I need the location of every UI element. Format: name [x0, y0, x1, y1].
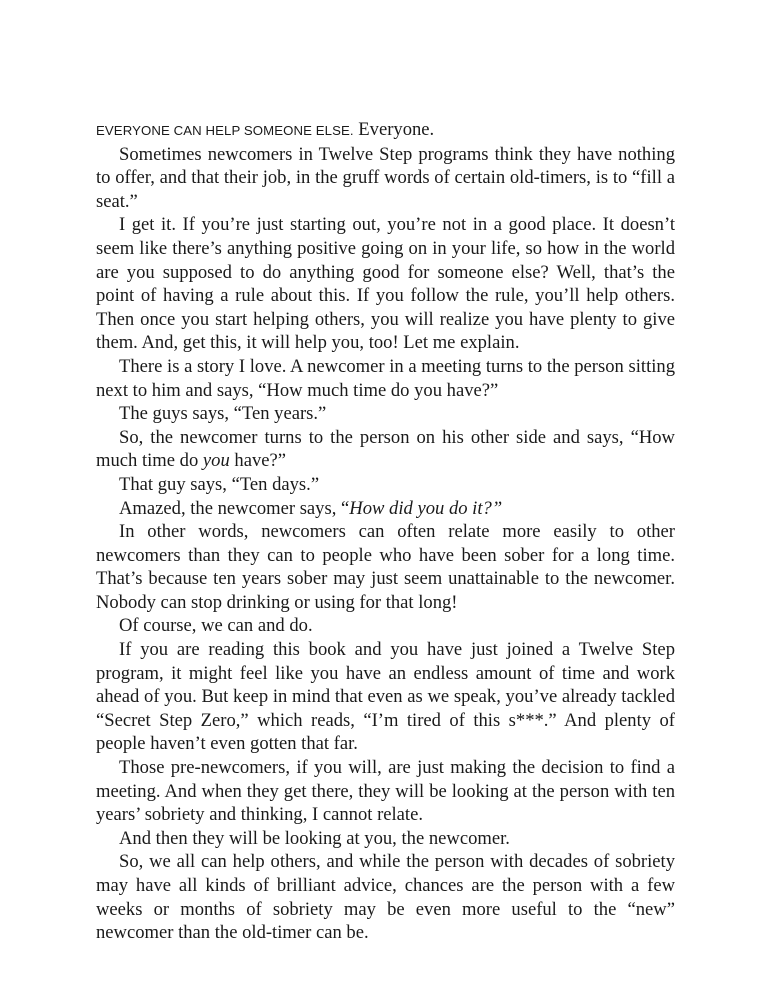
emphasis-text: How did you do it?”: [349, 497, 503, 519]
paragraph-amazed: [96, 497, 675, 521]
emphasis-text: you: [202, 450, 230, 472]
paragraph: I get it. If you’re just starting out, you’re not in a good place. It doesn’t seem like there’s anything positive going on in your life, so how in the world are you supposed to do anything good for someone else? Well, that’s the point of having a rule about this. If you follow the rule, you’ll help others. Then once you start helping others, you will realize you have plenty to give them. And, get this, it will help you, too! Let me explain.: [96, 214, 675, 354]
paragraph: So, we all can help others, and while the person with decades of sobriety may have all kinds of brilliant advice, chances are the person with a few weeks or months of sobriety may be even more useful to the “new” newcomer than the old-timer can be.: [96, 851, 675, 944]
document-page: [96, 118, 675, 945]
paragraph-how-much-time: [96, 426, 675, 473]
paragraph-text: have?”: [229, 450, 287, 472]
lead-paragraph: [96, 118, 675, 143]
paragraph: If you are reading this book and you have just joined a Twelve Step program, it might feel like you have an endless amount of time and work ahead of you. But keep in mind that even as we speak, you’ve already tackled “Secret Step Zero,” which reads, “I’m tired of this s***.” And plenty of people haven’t even gotten that far.: [96, 639, 675, 755]
paragraph: Those pre-newcomers, if you will, are just making the decision to find a meeting. And when they get there, they will be looking at the person with ten years’ sobriety and thinking, I cannot relate.: [96, 757, 675, 826]
paragraph: Sometimes newcomers in Twelve Step programs think they have nothing to offer, and that their job, in the gruff words of certain old-timers, is to “fill a seat.”: [96, 143, 675, 212]
paragraph-text: So, the newcomer turns to the person on his other side and says, “How much time do: [96, 426, 675, 472]
paragraph-text: Amazed, the newcomer says, “: [119, 497, 350, 519]
paragraph: There is a story I love. A newcomer in a meeting turns to the person sitting next to him and says, “How much time do you have?”: [96, 355, 675, 401]
lead-heading: EVERYONE CAN HELP SOMEONE ELSE.: [96, 123, 354, 138]
paragraph: That guy says, “Ten days.”: [119, 473, 320, 495]
paragraph: And then they will be looking at you, the newcomer.: [119, 827, 510, 849]
paragraph: The guys says, “Ten years.”: [119, 403, 327, 425]
lead-text: Everyone.: [353, 119, 435, 140]
paragraph: In other words, newcomers can often relate more easily to other newcomers than they can to people who have been sober for a long time. That’s because ten years sober may just seem unattainable to the newcomer. Nobody can stop drinking or using for that long!: [96, 521, 675, 613]
paragraph: Of course, we can and do.: [119, 615, 313, 637]
